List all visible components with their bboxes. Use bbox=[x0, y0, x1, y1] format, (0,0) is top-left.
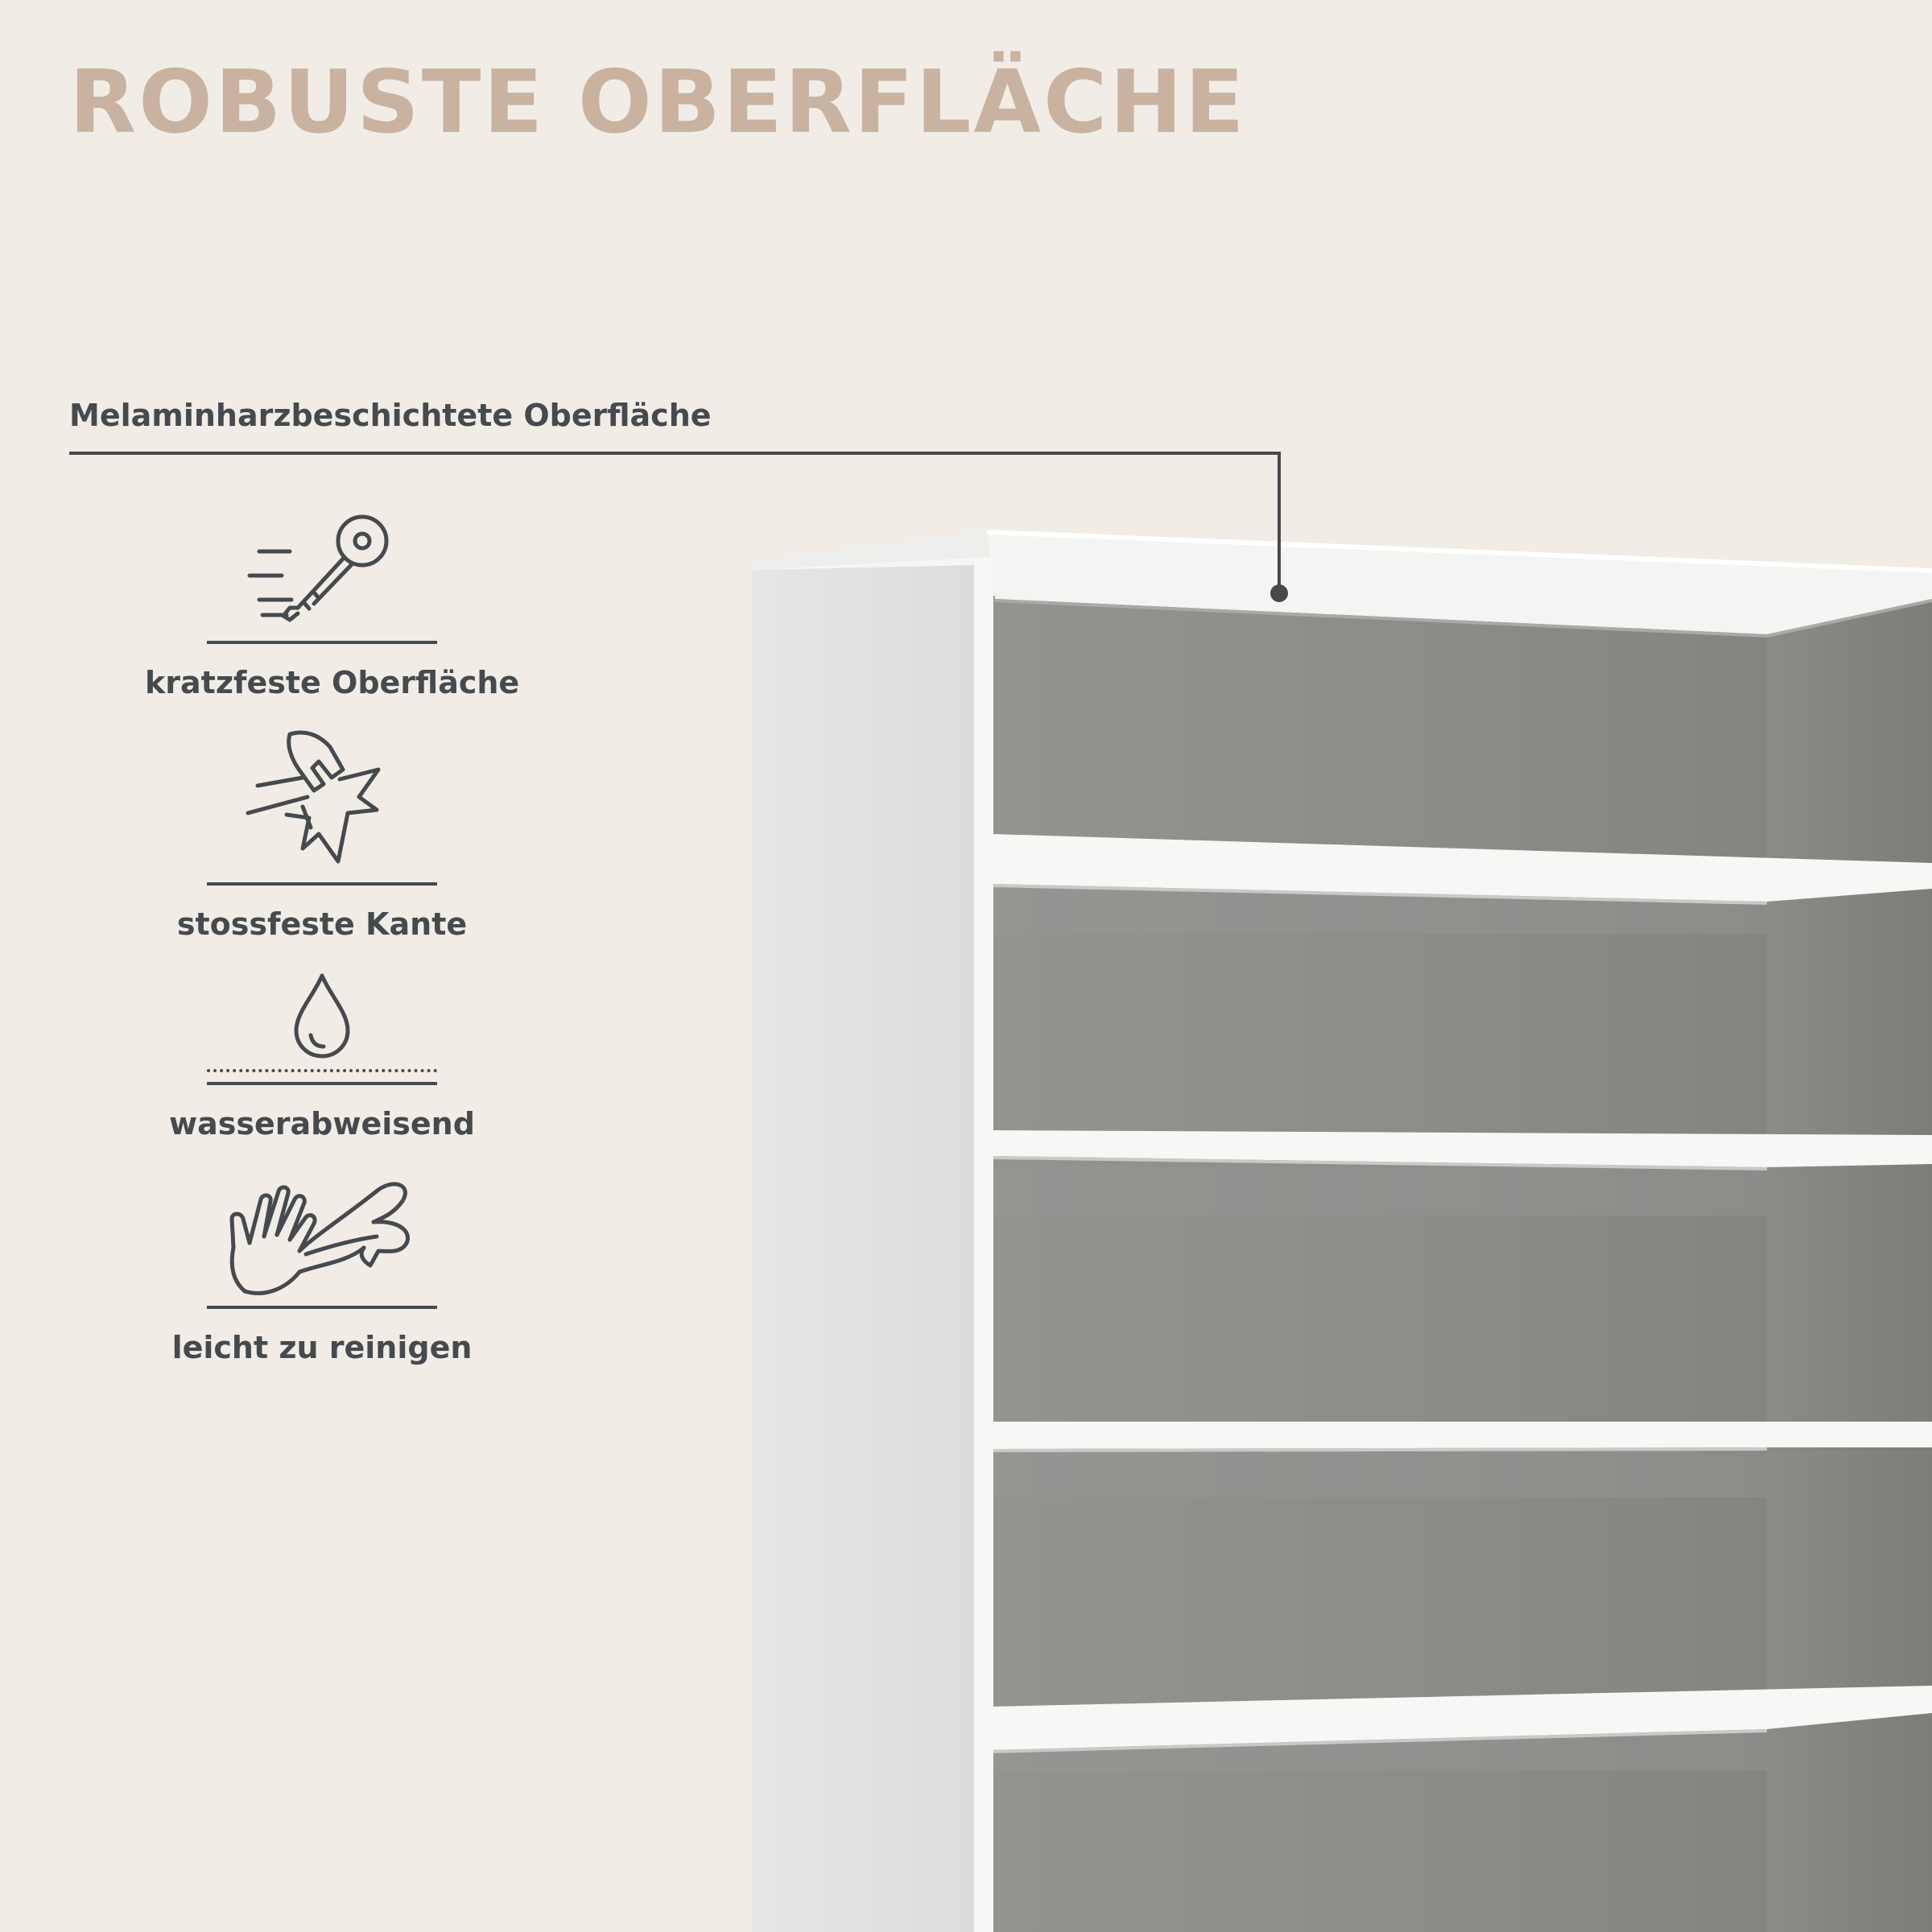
water-drop-icon bbox=[282, 971, 362, 1059]
feature-label-clean: leicht zu reinigen bbox=[171, 1330, 473, 1365]
key-scratch-icon bbox=[242, 507, 402, 628]
feature-water-repellent bbox=[145, 971, 499, 1164]
feature-divider bbox=[207, 641, 437, 644]
feature-divider bbox=[207, 1082, 437, 1085]
feature-label-water: wasserabweisend bbox=[169, 1106, 475, 1141]
feature-easy-clean bbox=[145, 1167, 499, 1377]
feature-divider bbox=[207, 1306, 437, 1309]
hammer-impact-icon bbox=[242, 729, 402, 874]
callout-label: Melaminharzbeschichtete Oberfläche bbox=[69, 398, 712, 433]
feature-scratch-resistant bbox=[145, 507, 520, 716]
page-title: ROBUSTE OBERFLÄCHE bbox=[69, 52, 1247, 153]
feature-impact-resistant bbox=[145, 729, 499, 955]
water-dotted-line bbox=[207, 1069, 437, 1072]
feature-divider bbox=[207, 882, 437, 886]
feature-label-scratch: kratzfeste Oberfläche bbox=[145, 665, 520, 700]
feature-label-impact: stossfeste Kante bbox=[176, 906, 468, 942]
hand-cloth-icon bbox=[225, 1167, 419, 1296]
